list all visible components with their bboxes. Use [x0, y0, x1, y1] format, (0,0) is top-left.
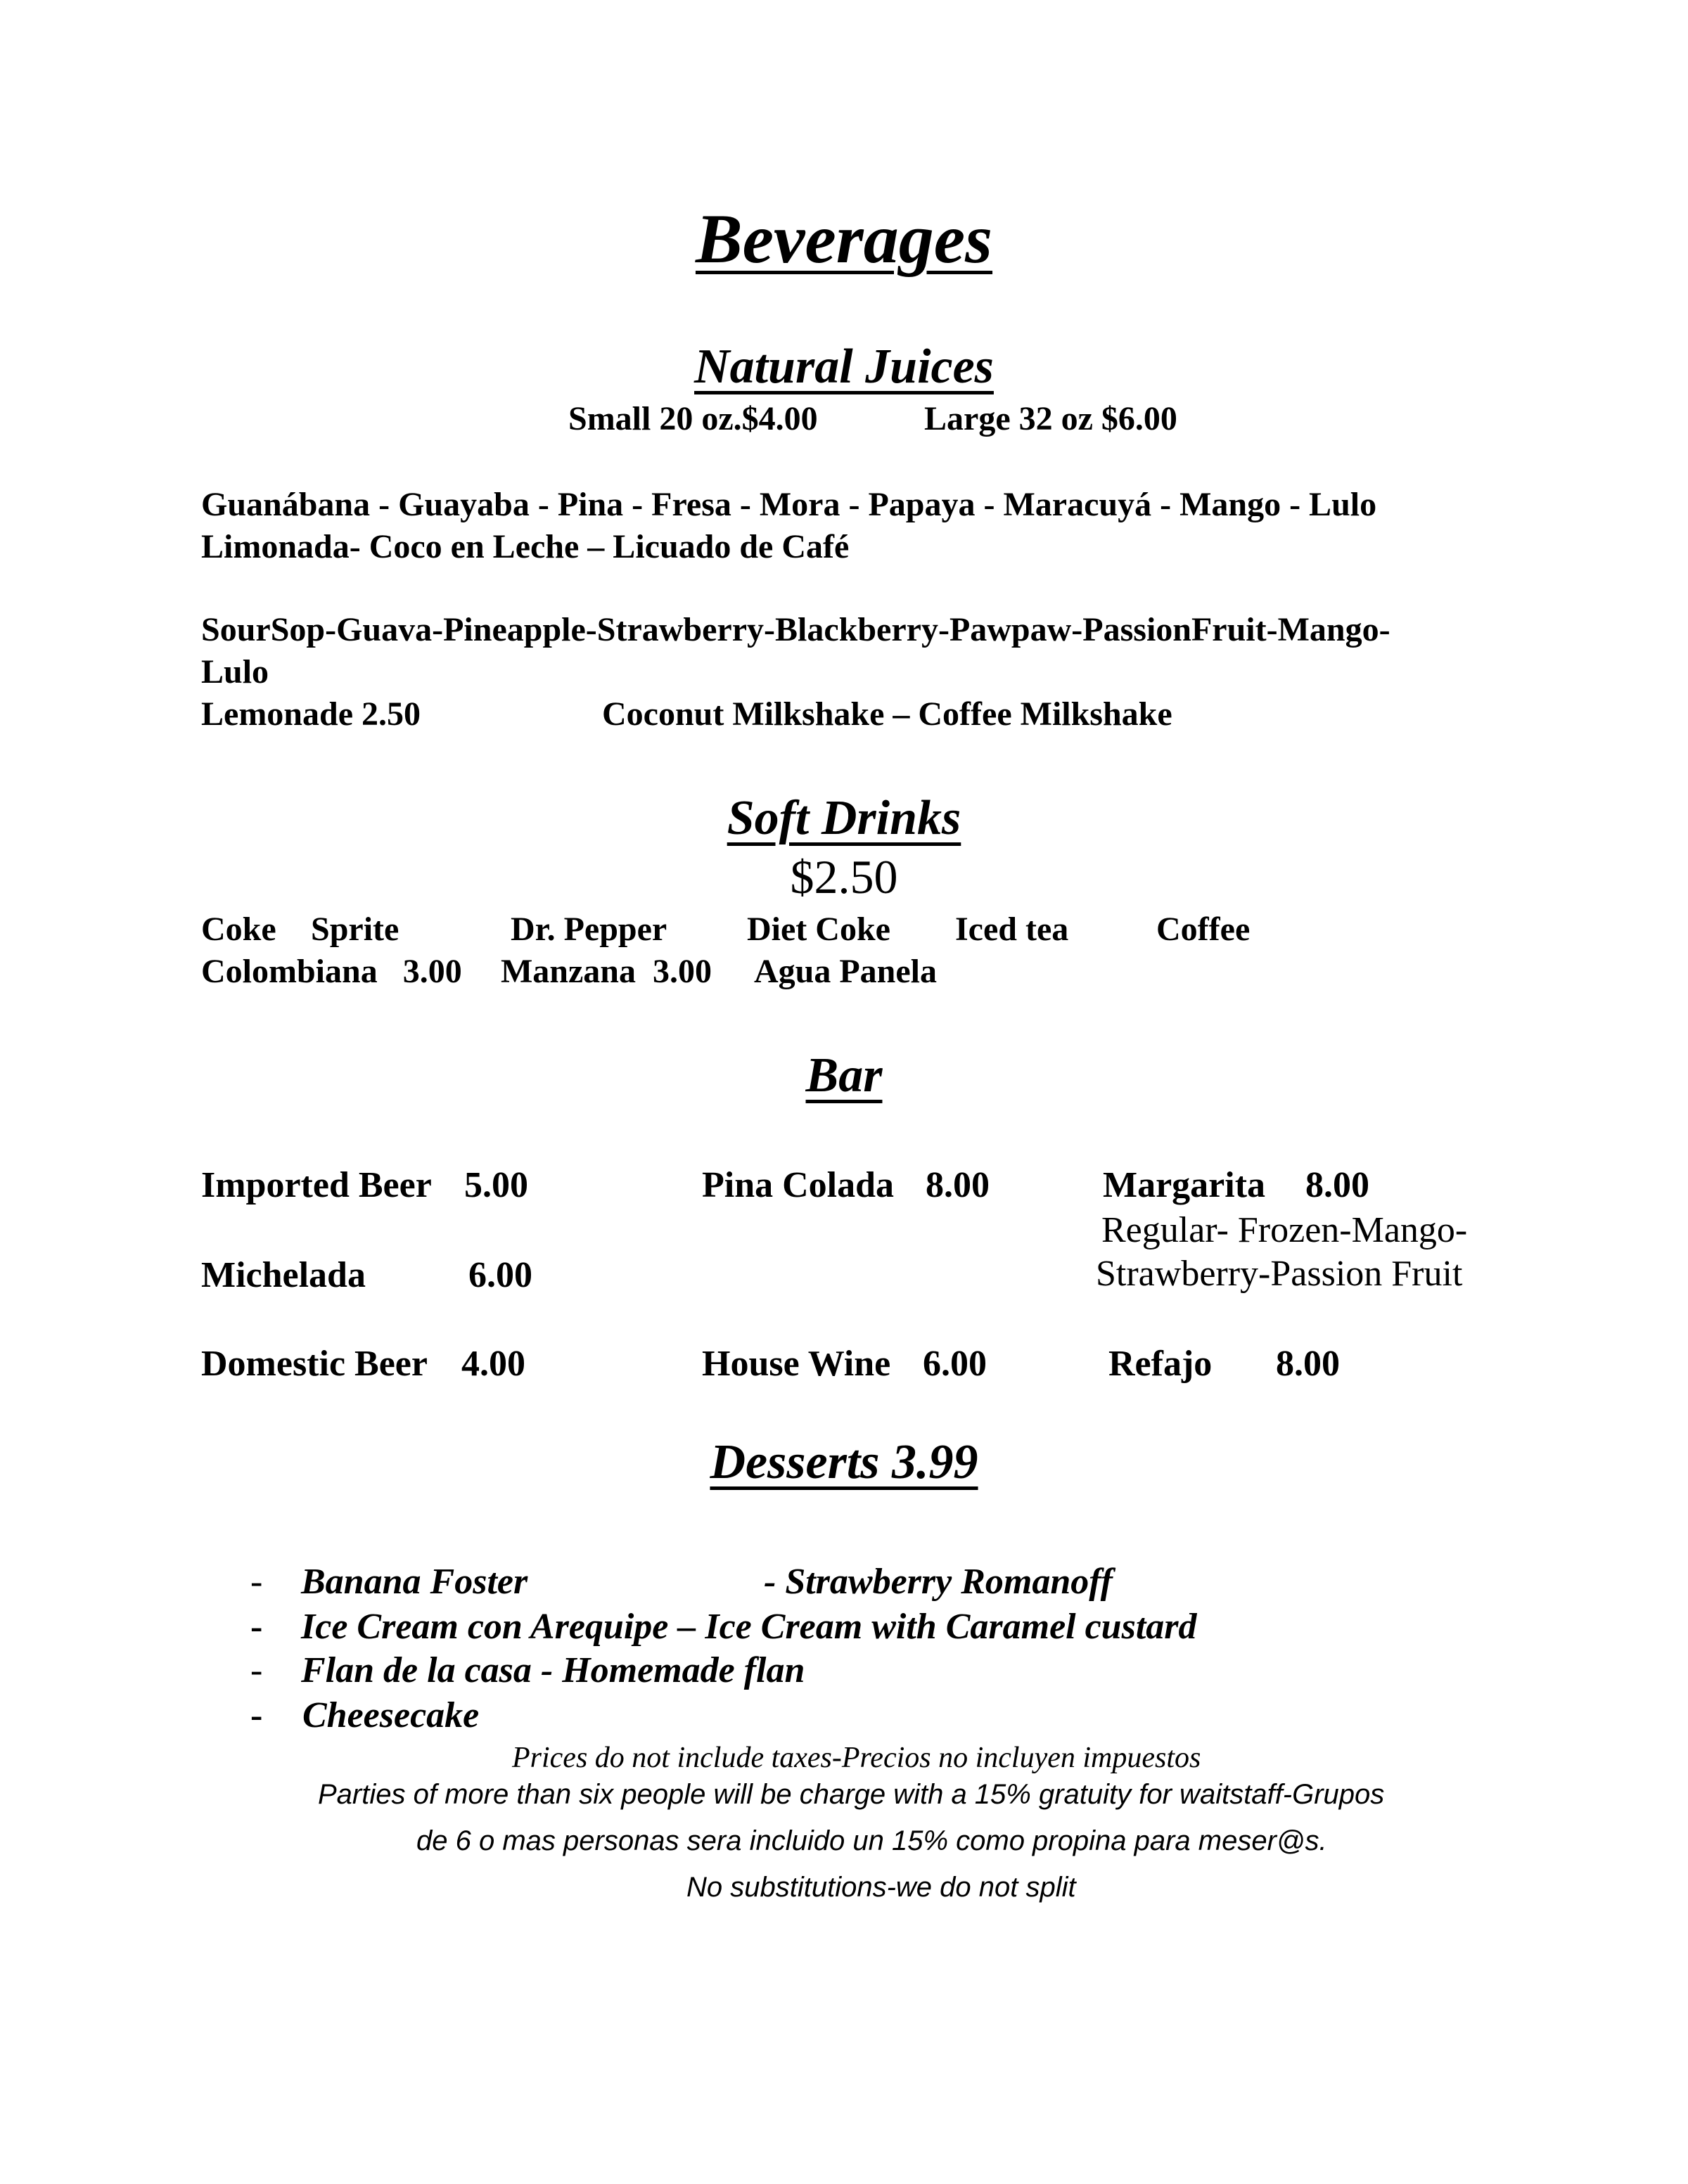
domestic-beer-price: 4.00 — [461, 1344, 525, 1384]
refajo-name: Refajo — [1108, 1344, 1213, 1384]
dessert-bullet: - — [250, 1607, 263, 1647]
small-size-price: Small 20 oz.$4.00 — [568, 400, 818, 437]
pina-colada-price: 8.00 — [926, 1165, 990, 1205]
soft-drink-sprite: Sprite — [311, 911, 399, 948]
margarita-flavors-line1: Regular- Frozen-Mango- — [1101, 1210, 1468, 1250]
dessert-banana-foster: Banana Foster — [301, 1562, 528, 1602]
natural-juices-heading: Natural Juices — [694, 340, 994, 394]
juices-spanish-line1: Guanábana - Guayaba - Pina - Fresa - Mora - Papaya - Maracuyá - Mango - Lulo — [201, 486, 1377, 523]
michelada-price: 6.00 — [468, 1255, 532, 1295]
desserts-heading: Desserts 3.99 — [710, 1435, 978, 1489]
refajo-price: 8.00 — [1276, 1344, 1340, 1384]
gratuity-note-line1: Parties of more than six people will be charge with a 15% gratuity for waitstaff-Grupos — [318, 1779, 1385, 1810]
soft-drink-diet-coke: Diet Coke — [747, 911, 890, 948]
imported-beer-name: Imported Beer — [201, 1165, 432, 1205]
gratuity-note-line2: de 6 o mas personas sera incluido un 15% como propina para meser@s. — [416, 1825, 1327, 1856]
dessert-bullet: - — [250, 1562, 263, 1602]
dessert-bullet: - — [250, 1650, 263, 1690]
michelada-name: Michelada — [201, 1255, 366, 1295]
margarita-flavors-line2: Strawberry-Passion Fruit — [1096, 1254, 1463, 1294]
soft-drink-manzana: Manzana 3.00 — [501, 953, 712, 990]
dessert-flan: Flan de la casa - Homemade flan — [301, 1650, 805, 1690]
lemonade-price: Lemonade 2.50 — [201, 695, 421, 733]
juices-english-line1: SourSop-Guava-Pineapple-Strawberry-Blackberry-Pawpaw-PassionFruit-Mango- — [201, 611, 1390, 648]
dessert-ice-cream: Ice Cream con Arequipe – Ice Cream with Caramel custard — [301, 1607, 1197, 1647]
soft-drink-iced-tea: Iced tea — [955, 911, 1069, 948]
pina-colada-name: Pina Colada — [702, 1165, 895, 1205]
substitutions-note: No substitutions-we do not split — [686, 1872, 1076, 1903]
juices-spanish-line2: Limonada- Coco en Leche – Licuado de Café — [201, 528, 850, 565]
large-size-price: Large 32 oz $6.00 — [924, 400, 1177, 437]
taxes-note: Prices do not include taxes-Precios no incluyen impuestos — [512, 1742, 1201, 1774]
house-wine-price: 6.00 — [923, 1344, 987, 1384]
soft-drink-dr-pepper: Dr. Pepper — [511, 911, 667, 948]
soft-drinks-heading: Soft Drinks — [727, 791, 961, 845]
soft-drink-agua-panela: Agua Panela — [754, 953, 938, 990]
soft-drink-coffee: Coffee — [1156, 911, 1251, 948]
page-title: Beverages — [695, 200, 993, 278]
domestic-beer-name: Domestic Beer — [201, 1344, 428, 1384]
margarita-name: Margarita — [1103, 1165, 1266, 1205]
dessert-strawberry-romanoff: - Strawberry Romanoff — [764, 1562, 1113, 1602]
soft-drink-colombiana: Colombiana 3.00 — [201, 953, 462, 990]
juices-english-line2: Lulo — [201, 653, 269, 690]
margarita-price: 8.00 — [1305, 1165, 1369, 1205]
bar-heading: Bar — [805, 1048, 883, 1103]
dessert-cheesecake: Cheesecake — [302, 1695, 480, 1735]
soft-drink-coke: Coke — [201, 911, 276, 948]
soft-drinks-price: $2.50 — [790, 850, 898, 904]
house-wine-name: House Wine — [702, 1344, 891, 1384]
milkshakes: Coconut Milkshake – Coffee Milkshake — [602, 695, 1172, 733]
dessert-bullet: - — [250, 1695, 263, 1735]
imported-beer-price: 5.00 — [464, 1165, 528, 1205]
